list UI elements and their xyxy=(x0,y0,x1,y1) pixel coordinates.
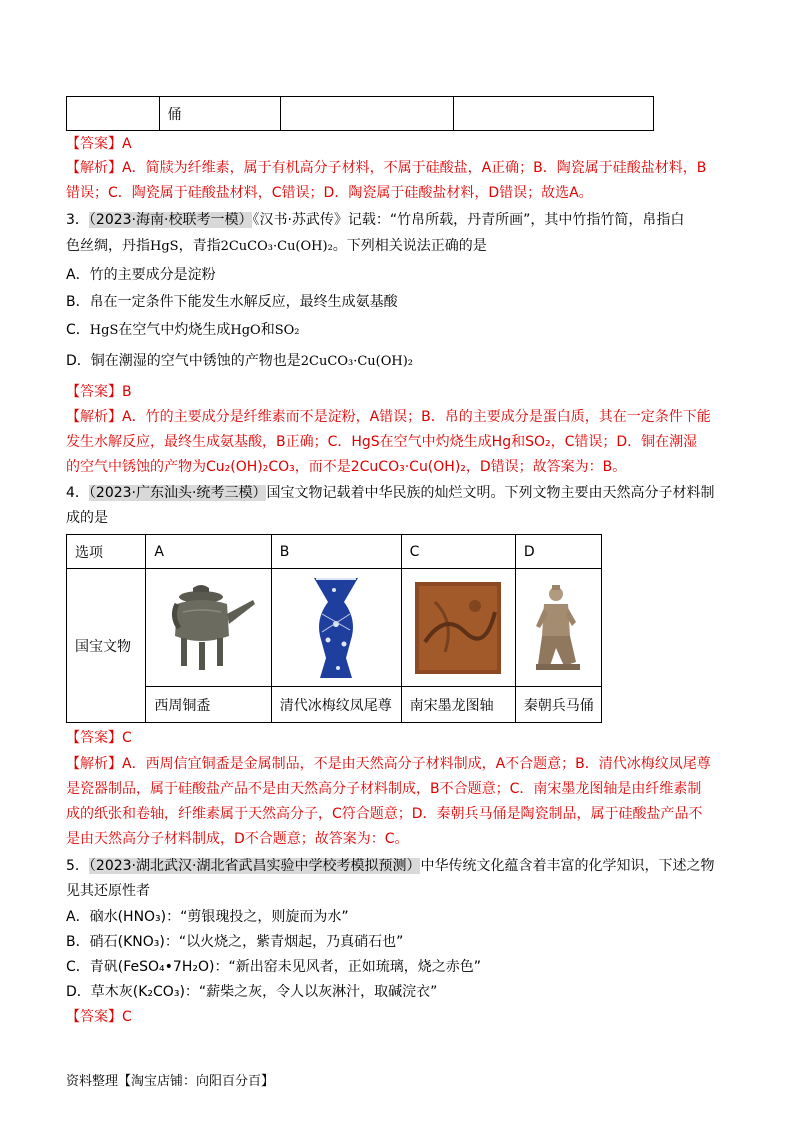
q2-answer: 【答案】A xyxy=(66,136,132,152)
q3-source: （2023·海南·校联考一模） xyxy=(88,212,253,228)
artifact-name: 秦朝兵马俑 xyxy=(515,687,601,723)
q4-stem-2: 成的是 xyxy=(66,510,108,526)
table-header: 选项 xyxy=(67,535,146,569)
q5-number: 5． xyxy=(66,858,89,874)
q5-option-a: A．硇水(HNO₃)：“剪银瑰投之，则旋而为水” xyxy=(66,909,349,925)
table-header: A xyxy=(146,535,271,569)
table-row-label: 国宝文物 xyxy=(67,569,146,723)
q4-number: 4． xyxy=(66,485,89,501)
artifact-image-terracotta xyxy=(515,569,601,687)
q3-number: 3． xyxy=(66,212,89,228)
q5-answer: 【答案】C xyxy=(66,1009,132,1025)
artifact-name: 西周铜盉 xyxy=(146,687,271,723)
q3-option-d: D．铜在潮湿的空气中锈蚀的产物也是2CuCO₃·Cu(OH)₂ xyxy=(66,353,413,369)
q5-stem: 5．（2023·湖北武汉·湖北省武昌实验中学校考模拟预测）中华传统文化蕴含着丰富的化学知识，下述之物 xyxy=(66,858,715,874)
table-header: D xyxy=(515,535,601,569)
q3-stem-2: 色丝绸，丹指HgS，青指2CuCO₃·Cu(OH)₂。下列相关说法正确的是 xyxy=(66,238,487,254)
q4-source: （2023·广东汕头·统考三模） xyxy=(88,485,267,501)
q3-analysis-line: 发生水解反应，最终生成氨基酸，B正确；C．HgS在空气中灼烧生成Hg和SO₂，C错误；D．铜在潮湿 xyxy=(66,434,698,450)
basic-copper-carbonate-formula: 2CuCO₃·Cu(OH)₂ xyxy=(220,239,333,254)
top-table-cell: 俑 xyxy=(159,97,280,131)
q5-option-b: B．硝石(KNO₃)：“以火烧之，紫青烟起，乃真硝石也” xyxy=(66,934,404,950)
q3-answer: 【答案】B xyxy=(66,384,132,400)
q4-stem: 4．（2023·广东汕头·统考三模）国宝文物记载着中华民族的灿烂文明。下列文物主要由天然高分子材料制 xyxy=(66,485,715,501)
hgs-formula: HgS xyxy=(150,239,179,254)
q3-option-b: B．帛在一定条件下能发生水解反应，最终生成氨基酸 xyxy=(66,294,398,310)
q2-analysis-line: 【解析】A．简牍为纤维素，属于有机高分子材料，不属于硅酸盐，A正确；B．陶瓷属于硅酸盐材料，B xyxy=(66,160,707,176)
q5-option-c: C．青矾(FeSO₄•7H₂O)：“新出窑未见风者，正如琉璃，烧之赤色” xyxy=(66,959,481,975)
q4-answer: 【答案】C xyxy=(66,730,132,746)
table-header: C xyxy=(401,535,515,569)
q3-option-a: A．竹的主要成分是淀粉 xyxy=(66,267,216,283)
q3-analysis-line: 【解析】A．竹的主要成分是纤维素而不是淀粉，A错误；B．帛的主要成分是蛋白质，其在一定条件下能 xyxy=(66,409,711,425)
q3-option-c: C．HgS在空气中灼烧生成HgO和SO₂ xyxy=(66,322,300,338)
artifact-image-porcelain-vase xyxy=(271,569,401,687)
porcelain-vase-image xyxy=(308,574,364,682)
artifact-name: 清代冰梅纹凤尾尊 xyxy=(271,687,401,723)
q4-analysis-line: 【解析】A．西周信宜铜盉是金属制品，不是由天然高分子材料制成，A不合题意；B．清代冰梅纹凤尾尊 xyxy=(66,756,711,772)
top-table xyxy=(66,96,654,131)
terracotta-warrior-image xyxy=(530,582,586,674)
page-footer: 资料整理【淘宝店铺：向阳百分百】 xyxy=(66,1074,275,1089)
q5-stem-2: 见其还原性者 xyxy=(66,883,150,899)
q4-analysis-line: 是由天然高分子材料制成，D不合题意；故答案为：C。 xyxy=(66,831,409,847)
ink-dragon-scroll-image xyxy=(415,582,501,674)
bronze-vessel-image xyxy=(157,580,261,676)
q4-analysis-line: 是瓷器制品，属于硅酸盐产品不是由天然高分子材料制成，B不合题意；C．南宋墨龙图轴是由纤维素制 xyxy=(66,781,702,797)
q3-stem: 3．（2023·海南·校联考一模）《汉书·苏武传》记载：“竹帛所载，丹青所画”，其中竹指竹简，帛指白 xyxy=(66,212,685,228)
q5-option-d: D．草木灰(K₂CO₃)：“薪柴之灰，令人以灰淋汁，取碱浣衣” xyxy=(66,984,438,1000)
artifact-table xyxy=(66,534,602,723)
table-header: B xyxy=(271,535,401,569)
q4-analysis-line: 成的纸张和卷轴，纤维素属于天然高分子，C符合题意；D．秦朝兵马俑是陶瓷制品，属于硅酸盐产品不 xyxy=(66,806,703,822)
q5-source: （2023·湖北武汉·湖北省武昌实验中学校考模拟预测） xyxy=(88,858,421,874)
artifact-image-bronze-he xyxy=(146,569,271,687)
q3-analysis-line: 的空气中锈蚀的产物为Cu₂(OH)₂CO₃，而不是2CuCO₃·Cu(OH)₂，D错误；故答案为：B。 xyxy=(66,459,627,475)
artifact-name: 南宋墨龙图轴 xyxy=(401,687,515,723)
artifact-image-ink-dragon xyxy=(401,569,515,687)
q2-analysis-line: 错误；C．陶瓷属于硅酸盐材料，C错误；D．陶瓷属于硅酸盐材料，D错误；故选A。 xyxy=(66,185,593,201)
